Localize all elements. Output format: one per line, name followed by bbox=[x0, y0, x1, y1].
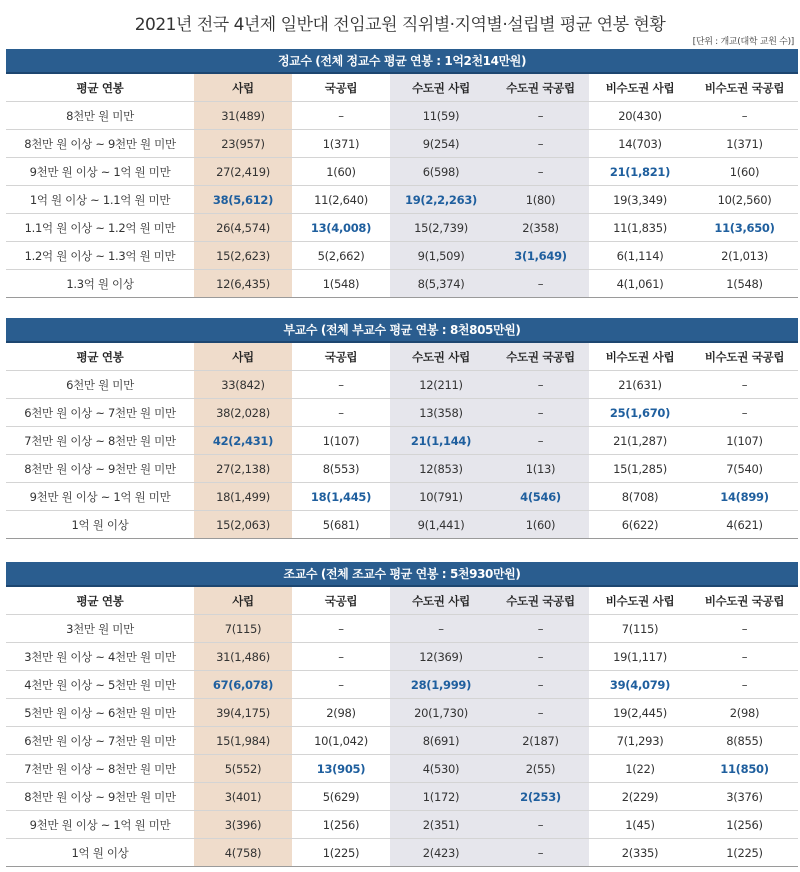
table-row bbox=[6, 158, 798, 186]
count-cell: 2(98) bbox=[691, 699, 798, 727]
count-cell: 1(225) bbox=[691, 839, 798, 867]
count-cell: 18(1,445) bbox=[292, 483, 390, 511]
count-cell: – bbox=[492, 270, 589, 298]
count-cell: 1(256) bbox=[691, 811, 798, 839]
table-row bbox=[6, 727, 798, 755]
count-cell: 38(5,612) bbox=[194, 186, 292, 214]
count-cell: 20(430) bbox=[589, 102, 691, 130]
salary-range-cell: 8천만 원 미만 bbox=[6, 102, 194, 130]
count-cell: 14(899) bbox=[691, 483, 798, 511]
salary-range-cell: 3천만 원 미만 bbox=[6, 615, 194, 643]
column-header: 국공립 bbox=[292, 343, 390, 371]
count-cell: – bbox=[492, 699, 589, 727]
count-cell: 4(546) bbox=[492, 483, 589, 511]
count-cell: 27(2,138) bbox=[194, 455, 292, 483]
count-cell: 2(335) bbox=[589, 839, 691, 867]
count-cell: – bbox=[691, 671, 798, 699]
count-cell: 1(22) bbox=[589, 755, 691, 783]
count-cell: 4(621) bbox=[691, 511, 798, 539]
salary-table bbox=[6, 587, 798, 867]
column-header: 평균 연봉 bbox=[6, 74, 194, 102]
count-cell: 5(552) bbox=[194, 755, 292, 783]
column-header: 국공립 bbox=[292, 74, 390, 102]
salary-table bbox=[6, 343, 798, 539]
count-cell: 19(2,2,263) bbox=[390, 186, 492, 214]
count-cell: 2(423) bbox=[390, 839, 492, 867]
count-cell: 11(3,650) bbox=[691, 214, 798, 242]
count-cell: 2(187) bbox=[492, 727, 589, 755]
salary-range-cell: 7천만 원 이상 ~ 8천만 원 미만 bbox=[6, 755, 194, 783]
count-cell: 3(396) bbox=[194, 811, 292, 839]
count-cell: – bbox=[292, 615, 390, 643]
count-cell: – bbox=[492, 371, 589, 399]
count-cell: – bbox=[492, 427, 589, 455]
count-cell: 25(1,670) bbox=[589, 399, 691, 427]
table-row bbox=[6, 399, 798, 427]
count-cell: 1(45) bbox=[589, 811, 691, 839]
salary-range-cell: 1.2억 원 이상 ~ 1.3억 원 미만 bbox=[6, 242, 194, 270]
count-cell: – bbox=[292, 671, 390, 699]
count-cell: 31(1,486) bbox=[194, 643, 292, 671]
count-cell: 15(1,984) bbox=[194, 727, 292, 755]
salary-range-cell: 9천만 원 이상 ~ 1억 원 미만 bbox=[6, 158, 194, 186]
salary-range-cell: 6천만 원 미만 bbox=[6, 371, 194, 399]
count-cell: 21(1,144) bbox=[390, 427, 492, 455]
count-cell: 15(2,739) bbox=[390, 214, 492, 242]
salary-range-cell: 1억 원 이상 ~ 1.1억 원 미만 bbox=[6, 186, 194, 214]
count-cell: – bbox=[691, 371, 798, 399]
count-cell: 13(4,008) bbox=[292, 214, 390, 242]
page-title: 2021년 전국 4년제 일반대 전임교원 직위별·지역별·설립별 평균 연봉 현황 bbox=[134, 15, 666, 35]
table-header-row bbox=[6, 74, 798, 102]
count-cell: 11(59) bbox=[390, 102, 492, 130]
count-cell: 26(4,574) bbox=[194, 214, 292, 242]
column-header: 비수도권 사립 bbox=[589, 587, 691, 615]
salary-range-cell: 7천만 원 이상 ~ 8천만 원 미만 bbox=[6, 427, 194, 455]
table-row bbox=[6, 242, 798, 270]
column-header: 사립 bbox=[194, 74, 292, 102]
count-cell: 6(1,114) bbox=[589, 242, 691, 270]
count-cell: 1(225) bbox=[292, 839, 390, 867]
column-header: 사립 bbox=[194, 587, 292, 615]
count-cell: 11(1,835) bbox=[589, 214, 691, 242]
count-cell: 1(60) bbox=[492, 511, 589, 539]
count-cell: 12(6,435) bbox=[194, 270, 292, 298]
column-header: 수도권 국공립 bbox=[492, 587, 589, 615]
column-header: 비수도권 국공립 bbox=[691, 74, 798, 102]
salary-range-cell: 9천만 원 이상 ~ 1억 원 미만 bbox=[6, 811, 194, 839]
count-cell: 13(358) bbox=[390, 399, 492, 427]
table-header-row bbox=[6, 343, 798, 371]
column-header: 비수도권 국공립 bbox=[691, 343, 798, 371]
count-cell: – bbox=[492, 158, 589, 186]
count-cell: 2(253) bbox=[492, 783, 589, 811]
salary-table bbox=[6, 74, 798, 298]
column-header: 평균 연봉 bbox=[6, 587, 194, 615]
count-cell: – bbox=[492, 839, 589, 867]
count-cell: 8(855) bbox=[691, 727, 798, 755]
count-cell: 23(957) bbox=[194, 130, 292, 158]
salary-range-cell: 6천만 원 이상 ~ 7천만 원 미만 bbox=[6, 727, 194, 755]
count-cell: 2(98) bbox=[292, 699, 390, 727]
count-cell: – bbox=[292, 371, 390, 399]
column-header: 비수도권 사립 bbox=[589, 343, 691, 371]
salary-range-cell: 8천만 원 이상 ~ 9천만 원 미만 bbox=[6, 130, 194, 158]
count-cell: 10(1,042) bbox=[292, 727, 390, 755]
table-row bbox=[6, 643, 798, 671]
section-associate-professor bbox=[6, 318, 798, 539]
count-cell: 21(1,287) bbox=[589, 427, 691, 455]
salary-range-cell: 1.1억 원 이상 ~ 1.2억 원 미만 bbox=[6, 214, 194, 242]
count-cell: 10(791) bbox=[390, 483, 492, 511]
count-cell: 4(1,061) bbox=[589, 270, 691, 298]
count-cell: 7(115) bbox=[194, 615, 292, 643]
salary-range-cell: 1억 원 이상 bbox=[6, 839, 194, 867]
count-cell: – bbox=[492, 130, 589, 158]
count-cell: 2(1,013) bbox=[691, 242, 798, 270]
count-cell: 12(369) bbox=[390, 643, 492, 671]
count-cell: 6(622) bbox=[589, 511, 691, 539]
column-header: 수도권 국공립 bbox=[492, 74, 589, 102]
count-cell: 31(489) bbox=[194, 102, 292, 130]
salary-range-cell: 1.3억 원 이상 bbox=[6, 270, 194, 298]
salary-range-cell: 6천만 원 이상 ~ 7천만 원 미만 bbox=[6, 399, 194, 427]
count-cell: 1(371) bbox=[691, 130, 798, 158]
count-cell: 19(1,117) bbox=[589, 643, 691, 671]
count-cell: 7(115) bbox=[589, 615, 691, 643]
count-cell: 28(1,999) bbox=[390, 671, 492, 699]
section-header: 정교수 (전체 정교수 평균 연봉 : 1억2천14만원) bbox=[6, 49, 798, 74]
count-cell: 15(1,285) bbox=[589, 455, 691, 483]
count-cell: 3(376) bbox=[691, 783, 798, 811]
count-cell: 1(13) bbox=[492, 455, 589, 483]
count-cell: 12(211) bbox=[390, 371, 492, 399]
table-row bbox=[6, 483, 798, 511]
count-cell: 11(2,640) bbox=[292, 186, 390, 214]
count-cell: 21(1,821) bbox=[589, 158, 691, 186]
table-row bbox=[6, 839, 798, 867]
count-cell: 15(2,063) bbox=[194, 511, 292, 539]
section-header: 부교수 (전체 부교수 평균 연봉 : 8천805만원) bbox=[6, 318, 798, 343]
count-cell: – bbox=[292, 643, 390, 671]
count-cell: 9(1,441) bbox=[390, 511, 492, 539]
count-cell: – bbox=[492, 102, 589, 130]
unit-note: [단위 : 개교(대학 교원 수)] bbox=[692, 37, 794, 47]
count-cell: 38(2,028) bbox=[194, 399, 292, 427]
count-cell: 2(351) bbox=[390, 811, 492, 839]
count-cell: 1(371) bbox=[292, 130, 390, 158]
count-cell: – bbox=[292, 102, 390, 130]
count-cell: 39(4,175) bbox=[194, 699, 292, 727]
count-cell: 13(905) bbox=[292, 755, 390, 783]
count-cell: 20(1,730) bbox=[390, 699, 492, 727]
count-cell: 19(3,349) bbox=[589, 186, 691, 214]
column-header: 비수도권 사립 bbox=[589, 74, 691, 102]
count-cell: 1(60) bbox=[292, 158, 390, 186]
count-cell: 3(1,649) bbox=[492, 242, 589, 270]
count-cell: 42(2,431) bbox=[194, 427, 292, 455]
count-cell: 33(842) bbox=[194, 371, 292, 399]
count-cell: 4(758) bbox=[194, 839, 292, 867]
count-cell: 8(5,374) bbox=[390, 270, 492, 298]
table-row bbox=[6, 455, 798, 483]
count-cell: 9(254) bbox=[390, 130, 492, 158]
table-header-row bbox=[6, 587, 798, 615]
count-cell: 1(107) bbox=[691, 427, 798, 455]
count-cell: – bbox=[492, 399, 589, 427]
column-header: 수도권 사립 bbox=[390, 587, 492, 615]
count-cell: 1(548) bbox=[691, 270, 798, 298]
count-cell: 6(598) bbox=[390, 158, 492, 186]
count-cell: 7(1,293) bbox=[589, 727, 691, 755]
column-header: 수도권 국공립 bbox=[492, 343, 589, 371]
count-cell: 7(540) bbox=[691, 455, 798, 483]
salary-range-cell: 8천만 원 이상 ~ 9천만 원 미만 bbox=[6, 455, 194, 483]
count-cell: – bbox=[492, 643, 589, 671]
count-cell: 15(2,623) bbox=[194, 242, 292, 270]
count-cell: 11(850) bbox=[691, 755, 798, 783]
count-cell: – bbox=[492, 811, 589, 839]
table-row bbox=[6, 371, 798, 399]
count-cell: 2(55) bbox=[492, 755, 589, 783]
count-cell: – bbox=[292, 399, 390, 427]
table-row bbox=[6, 783, 798, 811]
count-cell: 19(2,445) bbox=[589, 699, 691, 727]
salary-range-cell: 5천만 원 이상 ~ 6천만 원 미만 bbox=[6, 699, 194, 727]
salary-range-cell: 8천만 원 이상 ~ 9천만 원 미만 bbox=[6, 783, 194, 811]
table-row bbox=[6, 102, 798, 130]
count-cell: 10(2,560) bbox=[691, 186, 798, 214]
column-header: 국공립 bbox=[292, 587, 390, 615]
count-cell: – bbox=[691, 102, 798, 130]
count-cell: 1(60) bbox=[691, 158, 798, 186]
count-cell: 1(80) bbox=[492, 186, 589, 214]
column-header: 수도권 사립 bbox=[390, 74, 492, 102]
table-row bbox=[6, 270, 798, 298]
section-assistant-professor bbox=[6, 562, 798, 867]
count-cell: – bbox=[691, 615, 798, 643]
count-cell: 5(2,662) bbox=[292, 242, 390, 270]
count-cell: 8(553) bbox=[292, 455, 390, 483]
column-header: 비수도권 국공립 bbox=[691, 587, 798, 615]
count-cell: 21(631) bbox=[589, 371, 691, 399]
table-row bbox=[6, 186, 798, 214]
table-row bbox=[6, 214, 798, 242]
count-cell: 5(681) bbox=[292, 511, 390, 539]
count-cell: – bbox=[691, 643, 798, 671]
count-cell: – bbox=[492, 671, 589, 699]
salary-range-cell: 4천만 원 이상 ~ 5천만 원 미만 bbox=[6, 671, 194, 699]
table-row bbox=[6, 130, 798, 158]
count-cell: 12(853) bbox=[390, 455, 492, 483]
count-cell: 39(4,079) bbox=[589, 671, 691, 699]
table-row bbox=[6, 671, 798, 699]
count-cell: 2(358) bbox=[492, 214, 589, 242]
count-cell: – bbox=[492, 615, 589, 643]
table-row bbox=[6, 427, 798, 455]
count-cell: 1(172) bbox=[390, 783, 492, 811]
count-cell: 2(229) bbox=[589, 783, 691, 811]
table-row bbox=[6, 511, 798, 539]
count-cell: – bbox=[691, 399, 798, 427]
section-header: 조교수 (전체 조교수 평균 연봉 : 5천930만원) bbox=[6, 562, 798, 587]
count-cell: 27(2,419) bbox=[194, 158, 292, 186]
salary-range-cell: 3천만 원 이상 ~ 4천만 원 미만 bbox=[6, 643, 194, 671]
section-professor bbox=[6, 49, 798, 298]
table-row bbox=[6, 615, 798, 643]
count-cell: – bbox=[390, 615, 492, 643]
count-cell: 67(6,078) bbox=[194, 671, 292, 699]
count-cell: 3(401) bbox=[194, 783, 292, 811]
count-cell: 4(530) bbox=[390, 755, 492, 783]
count-cell: 14(703) bbox=[589, 130, 691, 158]
column-header: 평균 연봉 bbox=[6, 343, 194, 371]
table-row bbox=[6, 699, 798, 727]
column-header: 사립 bbox=[194, 343, 292, 371]
salary-range-cell: 9천만 원 이상 ~ 1억 원 미만 bbox=[6, 483, 194, 511]
column-header: 수도권 사립 bbox=[390, 343, 492, 371]
count-cell: 9(1,509) bbox=[390, 242, 492, 270]
count-cell: 5(629) bbox=[292, 783, 390, 811]
count-cell: 8(691) bbox=[390, 727, 492, 755]
count-cell: 1(256) bbox=[292, 811, 390, 839]
count-cell: 1(107) bbox=[292, 427, 390, 455]
count-cell: 1(548) bbox=[292, 270, 390, 298]
table-row bbox=[6, 755, 798, 783]
table-row bbox=[6, 811, 798, 839]
count-cell: 8(708) bbox=[589, 483, 691, 511]
salary-range-cell: 1억 원 이상 bbox=[6, 511, 194, 539]
count-cell: 18(1,499) bbox=[194, 483, 292, 511]
